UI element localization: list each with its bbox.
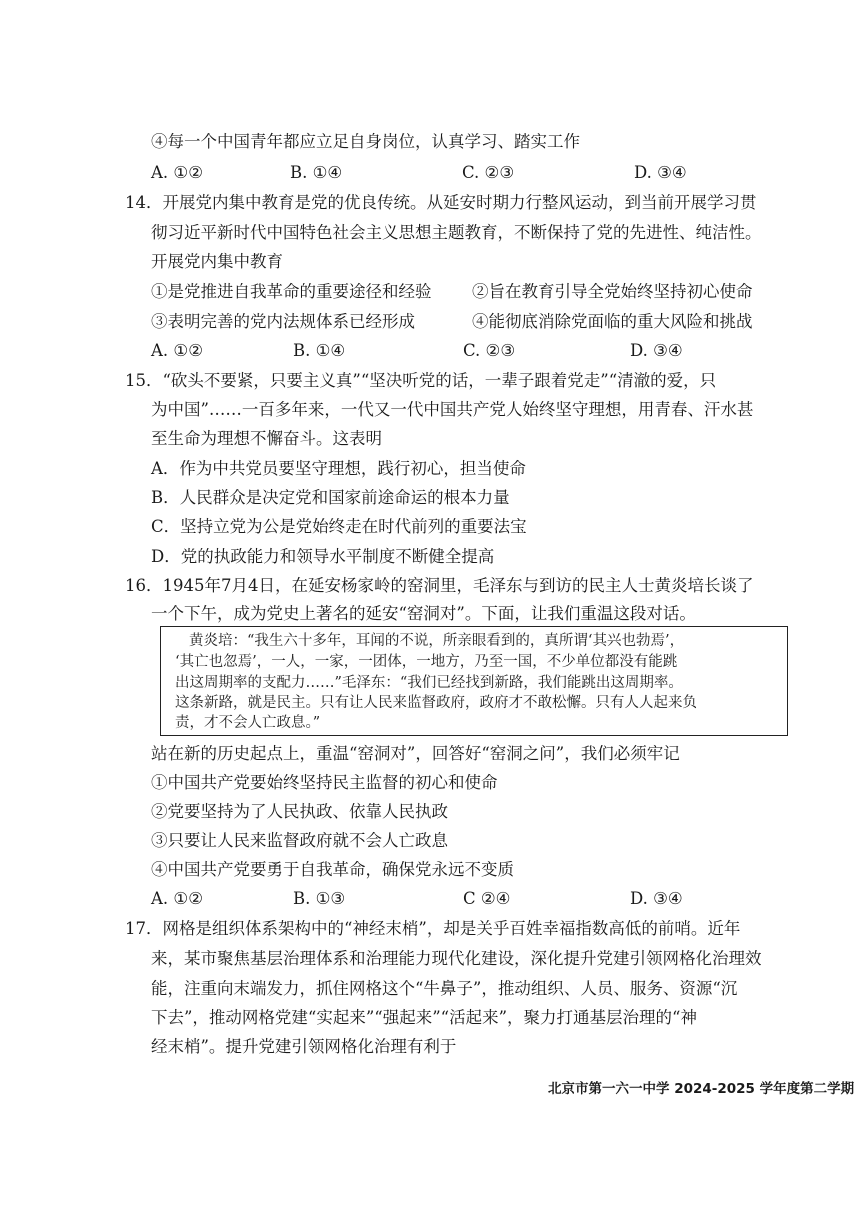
q16-item-4: ④中国共产党要勇于自我革命，确保党永远不变质 [151, 860, 514, 879]
q13-answer-b: B. ①④ [290, 163, 343, 182]
quote-line-3: 出这周期率的支配力……”毛泽东：“我们已经找到新路，我们能跳出这周期率。 [175, 675, 683, 691]
q14-answer-b: B. ①④ [293, 341, 346, 360]
q16-answer-c: C ②④ [463, 889, 511, 908]
q17-stem-line-1: 17．网格是组织体系架构中的“神经末梢”，却是关乎百姓幸福指数高低的前哨。近年 [125, 919, 741, 938]
q15-stem-line-3: 至生命为理想不懈奋斗。这表明 [151, 429, 382, 448]
q16-answer-b: B. ①③ [293, 889, 346, 908]
q16-item-2: ②党要坚持为了人民执政、依靠人民执政 [151, 802, 448, 821]
q14-item-4: ④能彻底消除党面临的重大风险和挑战 [472, 312, 753, 331]
q17-stem-line-2: 来，某市聚焦基层治理体系和治理能力现代化建设，深化提升党建引领网格化治理效 [151, 949, 762, 968]
q14-answer-c: C. ②③ [463, 341, 516, 360]
q16-item-1: ①中国共产党要始终坚持民主监督的初心和使命 [151, 773, 498, 792]
q15-stem-line-2: 为中国”……一百多年来，一代又一代中国共产党人始终坚守理想，用青春、汗水甚 [151, 400, 754, 419]
q13-answer-d: D. ③④ [634, 163, 687, 182]
q15-option-d: D．党的执政能力和领导水平制度不断健全提高 [151, 547, 495, 566]
q16-stem-line-2: 一个下午，成为党史上著名的延安“窑洞对”。下面，让我们重温这段对话。 [151, 604, 696, 623]
q15-option-b: B．人民群众是决定党和国家前途命运的根本力量 [151, 488, 510, 507]
quote-line-2: ‘其亡也忽焉’，一人，一家，一团体，一地方，乃至一国，不少单位都没有能跳 [175, 654, 678, 670]
quote-line-4: 这条新路，就是民主。只有让人民来监督政府，政府才不敢松懈。只有人人起来负 [175, 695, 697, 711]
q17-stem-line-3: 能，注重向末端发力，抓住网格这个“牛鼻子”，推动组织、人员、服务、资源“沉 [151, 979, 738, 998]
q14-item-1: ①是党推进自我革命的重要途径和经验 [151, 282, 432, 301]
q14-answer-a: A. ①② [151, 341, 203, 360]
q16-lead: 站在新的历史起点上，重温“窑洞对”，回答好“窑洞之问”，我们必须牢记 [151, 744, 680, 763]
q16-answer-d: D. ③④ [630, 889, 683, 908]
q15-option-c: C．坚持立党为公是党始终走在时代前列的重要法宝 [151, 517, 527, 536]
quote-line-1: 黄炎培：“我生六十多年，耳闻的不说，所亲眼看到的，真所谓‘其兴也勃焉’， [189, 633, 685, 649]
q16-item-3: ③只要让人民来监督政府就不会人亡政息 [151, 831, 448, 850]
q13-answer-c: C. ②③ [462, 163, 515, 182]
q16-answer-a: A. ①② [151, 889, 203, 908]
q14-item-2: ②旨在教育引导全党始终坚持初心使命 [472, 282, 753, 301]
quote-line-5: 责，才不会人亡政息。” [175, 715, 321, 731]
q15-stem-line-1: 15．“砍头不要紧，只要主义真”“坚决听党的话，一辈子跟着党走”“清澈的爱，只 [125, 371, 717, 390]
q17-stem-line-5: 经末梢”。提升党建引领网格化治理有利于 [151, 1037, 457, 1056]
q14-stem-line-2: 彻习近平新时代中国特色社会主义思想主题教育，不断保持了党的先进性、纯洁性。 [151, 223, 762, 242]
page-footer: 北京市第一六一中学 2024-2025 学年度第二学期 [548, 1081, 855, 1097]
q15-option-a: A．作为中共党员要坚守理想，践行初心，担当使命 [151, 459, 526, 478]
q14-answer-d: D. ③④ [630, 341, 683, 360]
q13-item-4: ④每一个中国青年都应立足自身岗位，认真学习、踏实工作 [151, 132, 580, 151]
q14-item-3: ③表明完善的党内法规体系已经形成 [151, 312, 415, 331]
q17-stem-line-4: 下去”，推动网格党建“实起来”“强起来”“活起来”，聚力打通基层治理的“神 [151, 1008, 697, 1027]
q14-stem-line-3: 开展党内集中教育 [151, 252, 283, 271]
q16-stem-line-1: 16．1945年7月4日，在延安杨家岭的窑洞里，毛泽东与到访的民主人士黄炎培长谈了 [125, 576, 754, 595]
q13-answer-a: A. ①② [151, 163, 203, 182]
quote-box [160, 626, 788, 736]
q14-stem-line-1: 14．开展党内集中教育是党的优良传统。从延安时期力行整风运动，到当前开展学习贯 [125, 193, 757, 212]
